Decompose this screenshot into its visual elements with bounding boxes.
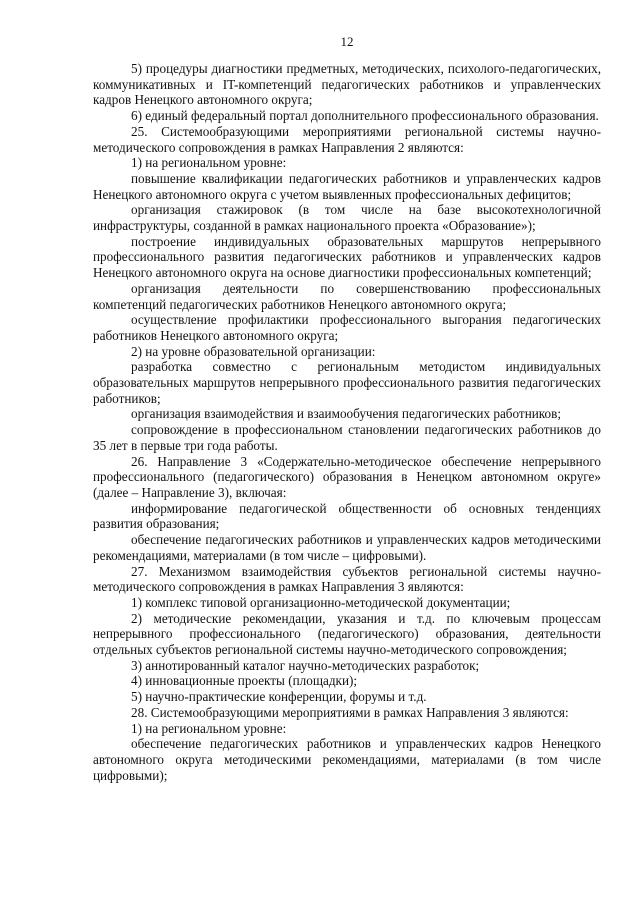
- paragraph: разработка совместно с региональным методистом индивидуальных образовательных маршрутов непрерывного профессионального развития педагогических работников;: [93, 359, 601, 406]
- paragraph: построение индивидуальных образовательных маршрутов непрерывного профессионального развития педагогических работников и управленческих кадров Ненецкого автономного округа на основе диагностики профессиональных компетенций;: [93, 233, 601, 281]
- paragraph: 5) процедуры диагностики предметных, методических, психолого-педагогических, коммуникативных и IT-компетенций педагогических работников и управленческих кадров Ненецкого автономного округа;: [93, 61, 601, 108]
- paragraph: обеспечение педагогических работников и управленческих кадров Ненецкого автономного округа методическими рекомендациями, материалами (в том числе цифровыми);: [93, 736, 601, 783]
- paragraph: 26. Направление 3 «Содержательно-методическое обеспечение непрерывного профессионального (педагогического) образования в Ненецком автономном округе» (далее – Направление 3), включая:: [93, 453, 601, 500]
- paragraph: 28. Системообразующими мероприятиями в рамках Направления 3 являются:: [131, 704, 569, 720]
- page-number: 12: [340, 34, 354, 49]
- paragraph: сопровождение в профессиональном становлении педагогических работников до 35 лет в первые три года работы.: [93, 422, 601, 453]
- paragraph: 6) единый федеральный портал дополнительного профессионального образования.: [131, 108, 599, 124]
- paragraph: повышение квалификации педагогических работников и управленческих кадров Ненецкого автономного округа с учетом выявленных профессиональных дефицитов;: [93, 170, 601, 202]
- paragraph: 1) комплекс типовой организационно-методической документации;: [131, 594, 511, 610]
- paragraph: осуществление профилактики профессионального выгорания педагогических работников Ненецкого автономного округа;: [93, 312, 601, 343]
- paragraph: информирование педагогической общественности об основных тенденциях развития образования;: [93, 500, 601, 532]
- paragraph: организация взаимодействия и взаимообучения педагогических работников;: [131, 406, 562, 422]
- paragraph: организация стажировок (в том числе на базе высокотехнологичной инфраструктуры, созданной в рамках национального проекта «Образование»);: [93, 202, 601, 234]
- document-body: [93, 61, 601, 783]
- paragraph: 1) на региональном уровне:: [131, 720, 287, 736]
- paragraph: 1) на региональном уровне:: [131, 155, 287, 171]
- paragraph: 2) методические рекомендации, указания и т.д. по ключевым процессам непрерывного профессионального (педагогического) образования, деятельности отдельных субъектов региональной системы научно-методического сопровождения;: [93, 610, 601, 658]
- paragraph: организация деятельности по совершенствованию профессиональных компетенций педагогических работников Ненецкого автономного округа;: [93, 280, 601, 312]
- paragraph: 27. Механизмом взаимодействия субъектов региональной системы научно-методического сопровождения в рамках Направления 3 являются:: [93, 563, 601, 595]
- paragraph: 25. Системообразующими мероприятиями региональной системы научно-методического сопровождения в рамках Направления 2 являются:: [93, 123, 601, 155]
- paragraph: 2) на уровне образовательной организации:: [131, 343, 376, 359]
- paragraph: 4) инновационные проекты (площадки);: [131, 673, 358, 689]
- paragraph: 3) аннотированный каталог научно-методических разработок;: [131, 657, 480, 673]
- paragraph: обеспечение педагогических работников и управленческих кадров методическими рекомендациями, материалами (в том числе – цифровыми).: [93, 532, 601, 563]
- paragraph: 5) научно-практические конференции, форумы и т.д.: [131, 689, 427, 705]
